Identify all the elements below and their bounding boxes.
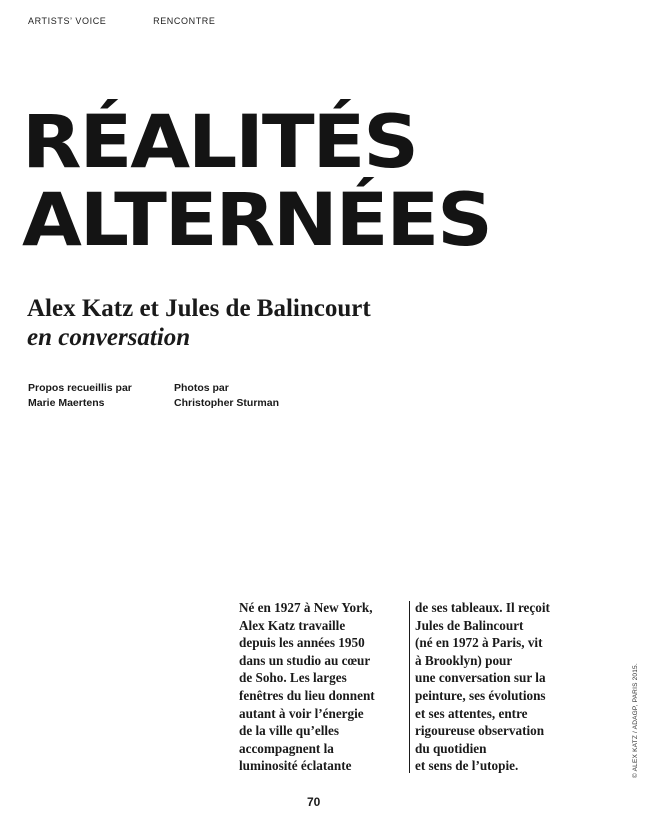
- intro-line: Jules de Balincourt: [415, 617, 524, 633]
- intro-line: et sens de l’utopie.: [415, 758, 519, 774]
- column-divider: [409, 601, 410, 773]
- intro-line: luminosité éclatante: [239, 758, 352, 774]
- intro-line: Alex Katz travaille: [239, 617, 346, 633]
- photo-credit-label: Photos par: [174, 382, 229, 394]
- intro-line: Né en 1927 à New York,: [239, 600, 373, 615]
- article-title: [22, 100, 491, 263]
- intro-line: autant à voir l’énergie: [239, 705, 364, 721]
- intro-line: et ses attentes, entre: [415, 705, 528, 721]
- intro-line: depuis les années 1950: [239, 635, 365, 651]
- title-line-2: ALTERNÉES: [22, 178, 491, 263]
- intro-line: du quotidien: [415, 740, 487, 756]
- interview-credit: [28, 381, 132, 411]
- intro-line: de ses tableaux. Il reçoit: [415, 600, 550, 615]
- intro-right-column: [415, 599, 585, 775]
- subtitle-line-1: Alex Katz et Jules de Balincourt: [27, 295, 371, 322]
- interview-credit-label: Propos recueillis par: [28, 382, 132, 394]
- intro-line: de la ville qu’elles: [239, 723, 340, 739]
- page-number: 70: [307, 795, 321, 809]
- intro-line: fenêtres du lieu donnent: [239, 687, 375, 703]
- subtitle-line-2: en conversation: [27, 324, 191, 351]
- photo-credit: [174, 381, 279, 411]
- intro-line: à Brooklyn) pour: [415, 652, 513, 668]
- intro-line: une conversation sur la: [415, 670, 546, 686]
- intro-line: de Soho. Les larges: [239, 670, 347, 686]
- title-line-1: RÉALITÉS: [22, 100, 417, 185]
- photo-credit-name: Christopher Sturman: [174, 397, 280, 409]
- article-subtitle: [27, 294, 371, 352]
- intro-line: (né en 1972 à Paris, vit: [415, 635, 543, 651]
- intro-line: accompagnent la: [239, 740, 334, 756]
- running-head-section: ARTISTS’ VOICE: [28, 16, 107, 26]
- running-head: [28, 16, 216, 26]
- interview-credit-name: Marie Maertens: [28, 397, 105, 409]
- intro-left-column: [239, 599, 407, 775]
- intro-line: rigoureuse observation: [415, 723, 545, 739]
- photo-copyright: © ALEX KATZ / ADAGP, PARIS 2015.: [632, 663, 639, 778]
- running-head-category: RENCONTRE: [153, 16, 216, 26]
- intro-line: peinture, ses évolutions: [415, 687, 546, 703]
- intro-line: dans un studio au cœur: [239, 652, 371, 668]
